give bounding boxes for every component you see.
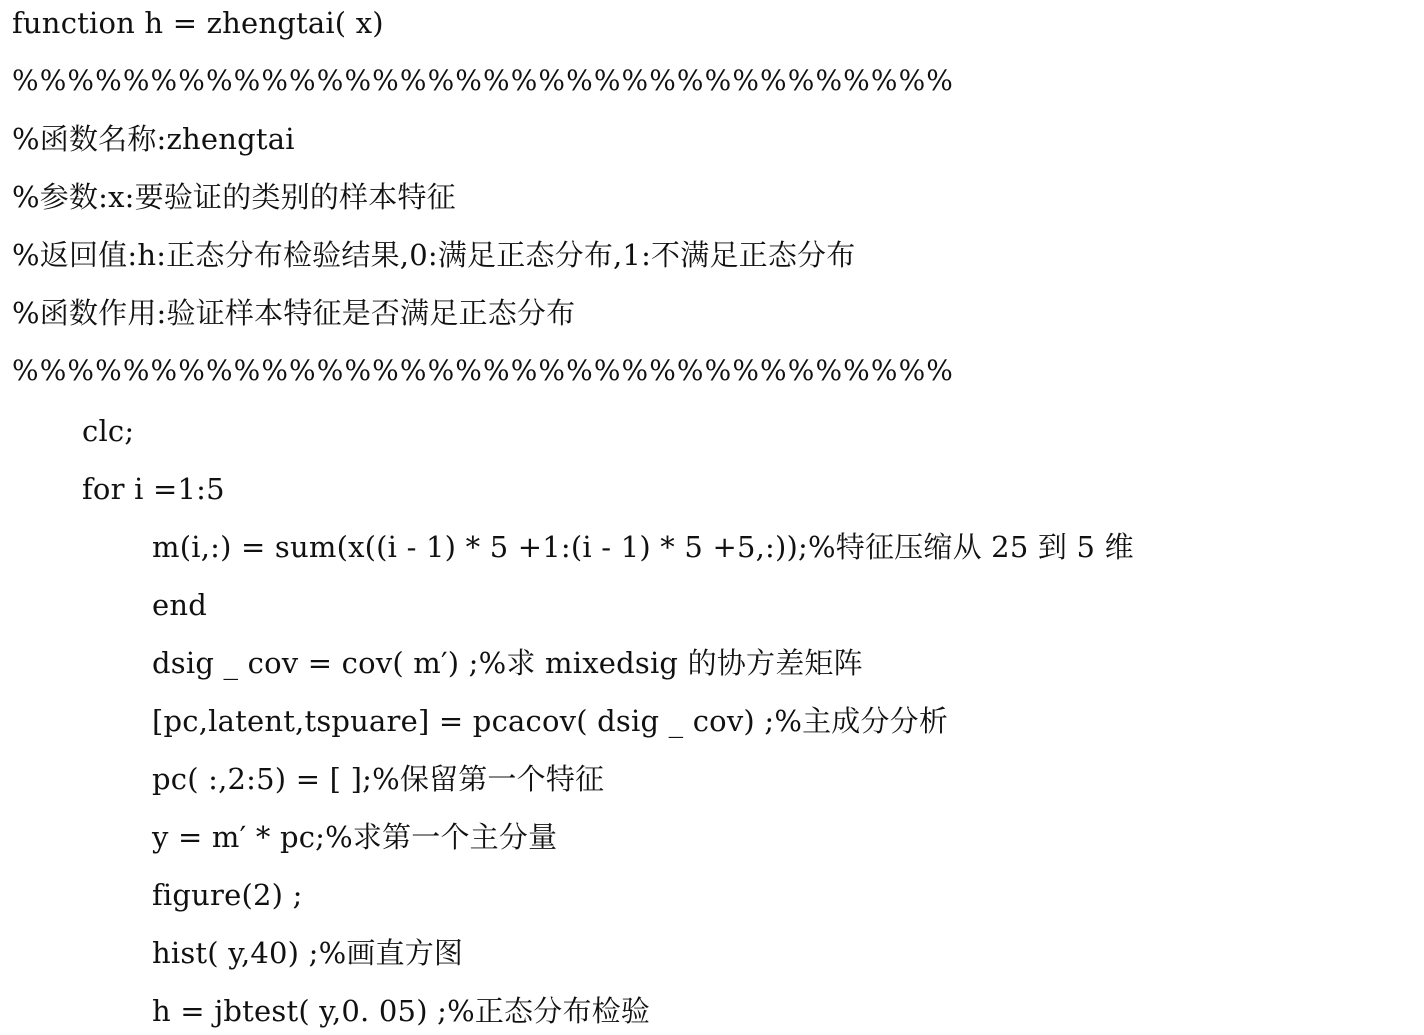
comment-parameter-line: %参数:x:要验证的类别的样本特征 bbox=[12, 180, 456, 214]
comment-return-value-line: %返回值:h:正态分布检验结果,0:满足正态分布,1:不满足正态分布 bbox=[12, 238, 856, 272]
code-line-covariance: dsig _ cov = cov( m′) ;%求 mixedsig 的协方差矩阵 bbox=[152, 646, 863, 680]
code-line-figure: figure(2) ; bbox=[152, 878, 303, 912]
code-line-keep-first-feature: pc( :,2:5) = [ ];%保留第一个特征 bbox=[152, 762, 605, 796]
code-line-end: end bbox=[152, 588, 208, 622]
comment-separator-line: %%%%%%%%%%%%%%%%%%%%%%%%%%%%%%%%%% bbox=[12, 354, 954, 387]
comment-function-name-line: %函数名称:zhengtai bbox=[12, 122, 295, 156]
code-line-feature-compression: m(i,:) = sum(x((i - 1) * 5 +1:(i - 1) * 5 +5,:));%特征压缩从 25 到 5 维 bbox=[152, 530, 1134, 564]
code-line-clc: clc; bbox=[82, 414, 135, 448]
code-line-normality-test: h = jbtest( y,0. 05) ;%正态分布检验 bbox=[152, 994, 651, 1028]
code-line-histogram: hist( y,40) ;%画直方图 bbox=[152, 936, 464, 970]
function-declaration-line: function h = zhengtai( x) bbox=[12, 6, 384, 40]
comment-function-purpose-line: %函数作用:验证样本特征是否满足正态分布 bbox=[12, 296, 576, 330]
code-line-first-principal-component: y = m′ * pc;%求第一个主分量 bbox=[152, 820, 558, 854]
code-line-pca: [pc,latent,tspuare] = pcacov( dsig _ cov) ;%主成分分析 bbox=[152, 704, 949, 738]
comment-separator-line: %%%%%%%%%%%%%%%%%%%%%%%%%%%%%%%%%% bbox=[12, 64, 954, 97]
code-line-for-loop: for i =1:5 bbox=[82, 472, 225, 506]
